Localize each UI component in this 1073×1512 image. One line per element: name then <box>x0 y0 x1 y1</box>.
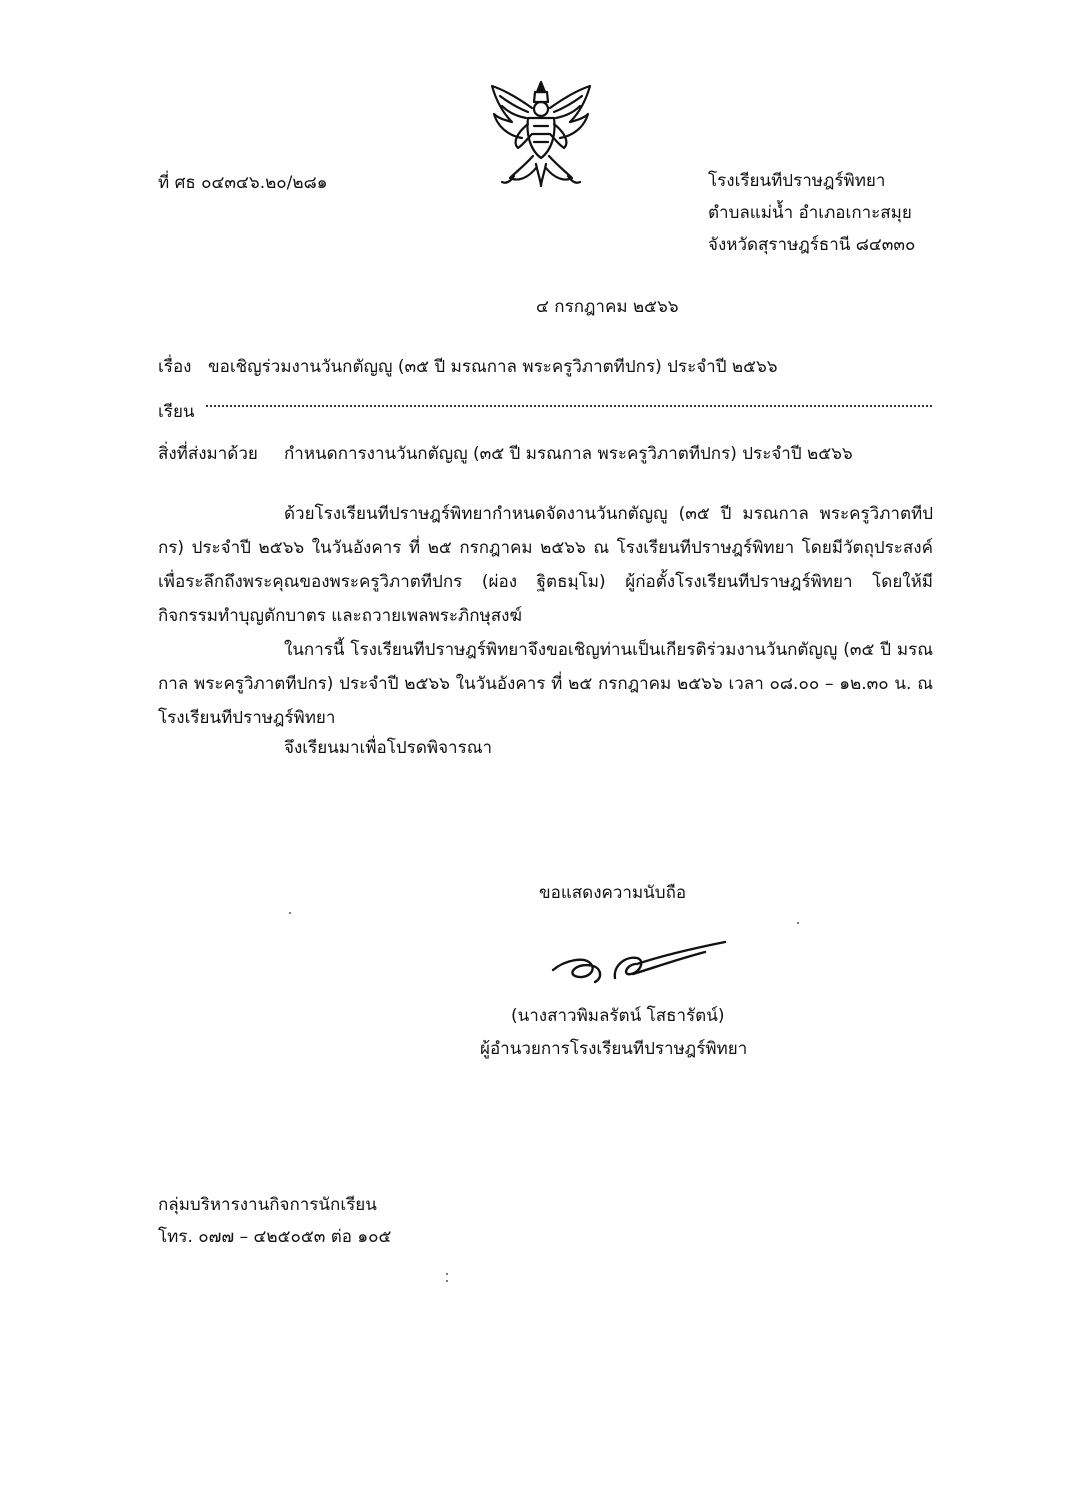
body-paragraph-2: ในการนี้ โรงเรียนทีปราษฎร์พิทยาจึงขอเชิญท่านเป็นเกียรติร่วมงานวันกตัญญู (๓๕ ปี มรณกาล พระครูวิภาตทีปกร) ประจำปี ๒๕๖๖ ในวันอังคาร ที่ ๒๕ กรกฎาคม ๒๕๖๖ เวลา ๐๘.๐๐ – ๑๒.๓๐ น. ณ โรงเรียนทีปราษฎร์พิทยา <box>158 640 933 728</box>
letter-date: ๔ กรกฎาคม ๒๕๖๖ <box>536 297 679 317</box>
salutation-blank-line <box>206 405 932 407</box>
footer-department: กลุ่มบริหารงานกิจการนักเรียน <box>158 1195 377 1215</box>
scan-speck <box>289 912 291 914</box>
sender-school: โรงเรียนทีปราษฎร์พิทยา <box>708 171 886 191</box>
garuda-emblem-icon <box>488 78 594 190</box>
subject-text: ขอเชิญร่วมงานวันกตัญญู (๓๕ ปี มรณกาล พระครูวิภาตทีปกร) ประจำปี ๒๕๖๖ <box>208 357 778 377</box>
scan-speck <box>797 922 799 924</box>
scan-speck <box>446 1280 448 1282</box>
reference-number: ที่ ศธ ๐๔๓๔๖.๒๐/๒๘๑ <box>158 173 328 193</box>
body-paragraph-1: ด้วยโรงเรียนทีปราษฎร์พิทยากำหนดจัดงานวันกตัญญู (๓๕ ปี มรณกาล พระครูวิภาตทีปกร) ประจำปี ๒๕๖๖ ในวันอังคาร ที่ ๒๕ กรกฎาคม ๒๕๖๖ ณ โรงเรียนทีปราษฎร์พิทยา โดยมีวัตถุประสงค์เพื่อระลึกถึงพระคุณของพระครูวิภาตทีปกร (ผ่อง ฐิตธมฺโม) ผู้ก่อตั้งโรงเรียนทีปราษฎร์พิทยา โดยให้มีกิจกรรมทำบุญตักบาตร และถวายเพลพระภิกษุสงฆ์ <box>158 504 933 626</box>
salutation-label: เรียน <box>158 402 195 422</box>
enclosure-text: กำหนดการงานวันกตัญญู (๓๕ ปี มรณกาล พระครูวิภาตทีปกร) ประจำปี ๒๕๖๖ <box>284 444 853 464</box>
footer-phone: โทร. ๐๗๗ – ๔๒๕๐๕๓ ต่อ ๑๐๕ <box>158 1227 392 1247</box>
signer-name: (นางสาวพิมลรัตน์ โสธารัตน์) <box>511 1006 725 1026</box>
scan-speck <box>446 1273 448 1275</box>
handwritten-signature-icon <box>545 938 730 988</box>
closing-request: จึงเรียนมาเพื่อโปรดพิจารณา <box>284 738 493 758</box>
enclosure-label: สิ่งที่ส่งมาด้วย <box>158 444 258 464</box>
sender-province: จังหวัดสุราษฎร์ธานี ๘๔๓๓๐ <box>708 235 916 255</box>
regards: ขอแสดงความนับถือ <box>539 883 687 903</box>
sender-subdistrict: ตำบลแม่น้ำ อำเภอเกาะสมุย <box>708 203 912 223</box>
signer-position: ผู้อำนวยการโรงเรียนทีปราษฎร์พิทยา <box>480 1039 748 1059</box>
subject-label: เรื่อง <box>158 357 192 377</box>
